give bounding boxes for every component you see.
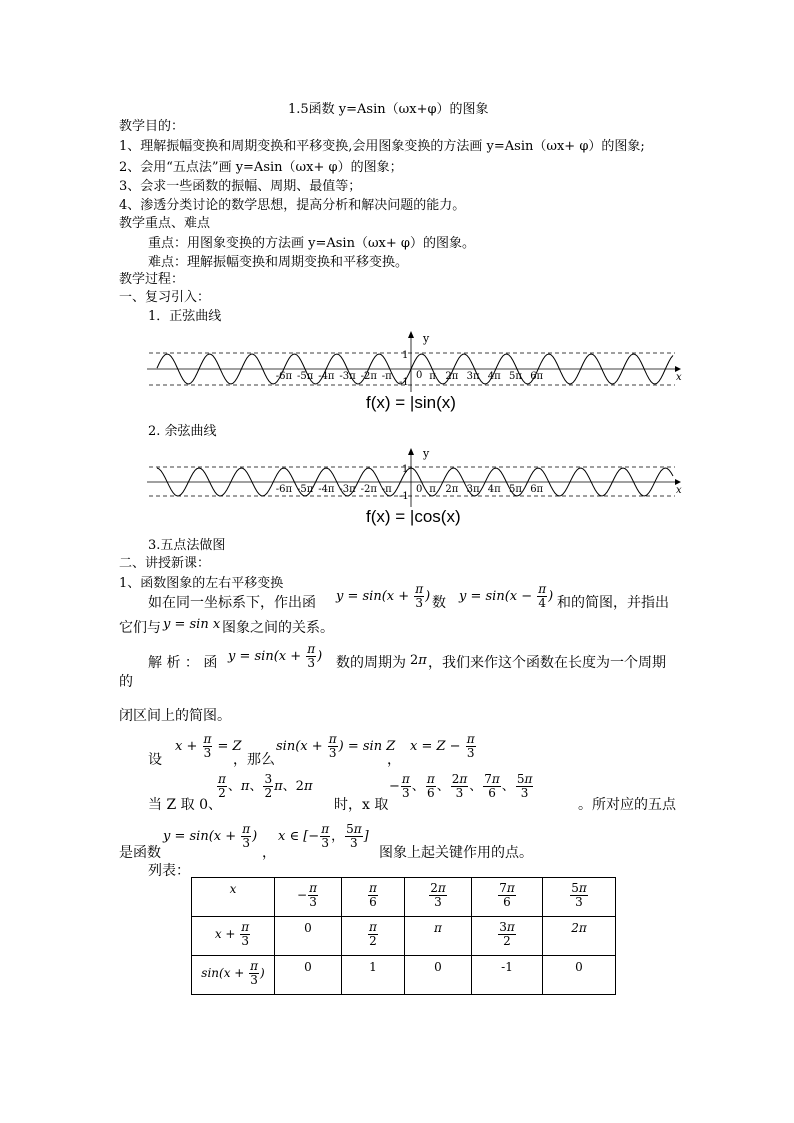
review-heading: 一、复习引入： (119, 290, 211, 305)
cosine-x-label: x (676, 485, 682, 496)
table-cell: π (405, 917, 472, 956)
sine-neg-one-label: -1 (399, 377, 409, 388)
table-cell: $\frac{7\pi}{6}$ (472, 878, 543, 917)
is-text-b: ， (262, 845, 276, 861)
cosine-y-label: y (423, 447, 430, 460)
objectives-heading: 教学目的： (119, 119, 185, 134)
table-row-header-sin: sin(x + $\frac{\pi}{3}$ ) (192, 956, 275, 995)
formula-sin-x: y = sin x (163, 617, 221, 632)
table-row-header-x: x (192, 878, 275, 917)
cosine-tick-label: -π (381, 484, 392, 495)
when-text-b: 时，x 取 (334, 797, 389, 813)
table-row-header-shift: x + $\frac{\pi}{3}$ (192, 917, 275, 956)
cosine-tick-label: π (429, 484, 436, 495)
sine-tick-label: -6π (275, 371, 293, 382)
formula-sin-x-plus-pi3: y = sin(x + $\frac{\pi}{3}$ ) (336, 582, 431, 610)
table-row (192, 917, 616, 956)
analysis-text-a: 解 析 ： 函 (148, 655, 218, 671)
new-lesson-heading: 二、讲授新课： (119, 556, 211, 571)
cosine-tick-label: 3π (466, 484, 480, 495)
formula-sin-x-minus-pi4: y = sin(x − $\frac{\pi}{4}$ ) (459, 582, 554, 610)
formula-x-equals: x = Z − $\frac{\pi}{3}$ (410, 732, 475, 760)
objective-2: 2、会用“五点法”画 y=Asin（ωx+ φ）的图象； (119, 160, 403, 175)
table-cell: $\frac{\pi}{6}$ (342, 878, 405, 917)
cosine-tick-label: -2π (360, 484, 377, 495)
sine-tick-label: -4π (318, 371, 335, 382)
problem-text-d: 它们与 (119, 620, 161, 636)
objective-4: 4、渗透分类讨论的数学思想，提高分析和解决问题的能力。 (119, 198, 466, 213)
formula-two-pi: 2π (410, 653, 427, 668)
keypoints-heading: 教学重点、难点 (119, 216, 211, 231)
sine-y-label: y (423, 332, 430, 345)
table-cell: $\frac{3\pi}{2}$ (472, 917, 543, 956)
sine-tick-label: 6π (530, 371, 544, 382)
sine-tick-label: -5π (297, 371, 314, 382)
five-point-heading: 3.五点法做图 (148, 538, 226, 553)
table-row (192, 878, 616, 917)
problem-text-a: 如在同一坐标系下，作出函 (148, 595, 316, 611)
cosine-tick-label: -4π (318, 484, 335, 495)
objective-3: 3、会求一些函数的振幅、周期、最值等； (119, 179, 362, 194)
table-cell: 2π (543, 917, 616, 956)
page-title: 1.5函数 y=Asin（ωx+φ）的图象 (288, 102, 489, 117)
sine-tick-label: 2π (445, 371, 459, 382)
sine-origin-label: 0 (416, 370, 423, 381)
table-cell: $\frac{5\pi}{3}$ (543, 878, 616, 917)
sine-y-arrow (408, 331, 414, 338)
analysis-text-c: ，我们来作这个函数在长度为一个周期 (428, 655, 666, 671)
cosine-one-label: 1 (402, 464, 409, 475)
cosine-origin-label: 0 (416, 484, 423, 495)
table-cell: 0 (275, 917, 342, 956)
sine-tick-label: -2π (360, 371, 377, 382)
cosine-tick-label: -5π (297, 484, 314, 495)
let-text-a: 设 (148, 752, 162, 768)
table-cell: 0 (405, 956, 472, 995)
problem-text-b: 数 (432, 595, 446, 611)
table-row (192, 956, 616, 995)
cosine-heading: 2. 余弦曲线 (148, 424, 217, 439)
cosine-tick-label: 4π (487, 484, 501, 495)
let-text-c: ， (387, 752, 401, 768)
table-cell: 0 (543, 956, 616, 995)
shift-heading: 1、函数图象的左右平移变换 (119, 576, 284, 591)
objective-1: 1、理解振幅变换和周期变换和平移变换,会用图象变换的方法画 y=Asin（ωx+ φ）的图象; (119, 139, 645, 154)
cosine-tick-label: -6π (275, 484, 293, 495)
cosine-graph (145, 445, 685, 507)
formula-is-function: y = sin(x + $\frac{\pi}{3}$ ) (163, 822, 258, 850)
table-cell: $\frac{2\pi}{3}$ (405, 878, 472, 917)
formula-x-values: − $\frac{\pi}{3}$ 、 $\frac{\pi}{6}$ 、 $\frac{2\pi}{3}$ 、 $\frac{7\pi}{6}$ 、 $\frac{5\pi}{3}$ (389, 772, 533, 800)
sine-graph (145, 328, 685, 392)
list-label: 列表： (148, 863, 190, 879)
is-text-a: 是函数 (119, 845, 161, 861)
cosine-tick-label: 5π (509, 484, 522, 495)
closed-interval-text: 闭区间上的简图。 (119, 708, 231, 724)
when-text-a: 当 Z 取 0、 (148, 797, 222, 813)
sine-tick-label: 3π (466, 371, 480, 382)
table-cell: -1 (472, 956, 543, 995)
when-text-c: 。所对应的五点 (578, 797, 676, 813)
table-cell: − $\frac{\pi}{3}$ (275, 878, 342, 917)
cosine-tick-label: -3π (339, 484, 356, 495)
sine-one-label: 1 (402, 350, 409, 361)
formula-let-z: x + $\frac{\pi}{3}$ = Z (175, 732, 242, 760)
difficult-point: 难点：理解振幅变换和周期变换和平移变换。 (148, 255, 409, 270)
problem-text-c: 和的简图，并指出 (557, 595, 669, 611)
sine-tick-label: π (429, 371, 436, 382)
is-text-c: 图象上起关键作用的点。 (379, 845, 533, 861)
sine-tick-label: -π (381, 371, 392, 382)
analysis-text-d: 的 (119, 674, 133, 690)
table-cell: 0 (275, 956, 342, 995)
values-table (191, 877, 616, 995)
table-cell: $\frac{\pi}{2}$ (342, 917, 405, 956)
problem-text-e: 图象之间的关系。 (222, 620, 334, 636)
table-cell: 1 (342, 956, 405, 995)
sine-tick-label: -3π (339, 371, 356, 382)
let-text-b: ，那么 (233, 752, 275, 768)
cosine-tick-label: 6π (530, 484, 544, 495)
sine-heading: 1．正弦曲线 (148, 309, 222, 324)
cosine-y-arrow (408, 448, 414, 455)
sine-function-label: f(x) = |sin(x) (366, 393, 456, 412)
analysis-text-b: 数的周期为 (336, 655, 406, 671)
sine-tick-label: 5π (509, 371, 522, 382)
cosine-function-label: f(x) = |cos(x) (366, 507, 461, 526)
formula-analysis-function: y = sin(x + $\frac{\pi}{3}$ ) (228, 642, 323, 670)
formula-z-values: $\frac{\pi}{2}$ 、π、 $\frac{3}{2}$ π、2π (218, 772, 313, 800)
cosine-neg-one-label: -1 (399, 491, 409, 502)
sine-x-label: x (676, 372, 682, 383)
formula-interval: x ∈ [− $\frac{\pi}{3}$ ， $\frac{5\pi}{3}$ ] (278, 822, 369, 850)
cosine-tick-label: 2π (445, 484, 459, 495)
process-heading: 教学过程： (119, 272, 185, 287)
sine-tick-label: 4π (487, 371, 501, 382)
formula-sin-z: sin(x + $\frac{\pi}{3}$ ) = sin Z (276, 732, 396, 760)
key-point: 重点：用图象变换的方法画 y=Asin（ωx+ φ）的图象。 (148, 236, 476, 251)
